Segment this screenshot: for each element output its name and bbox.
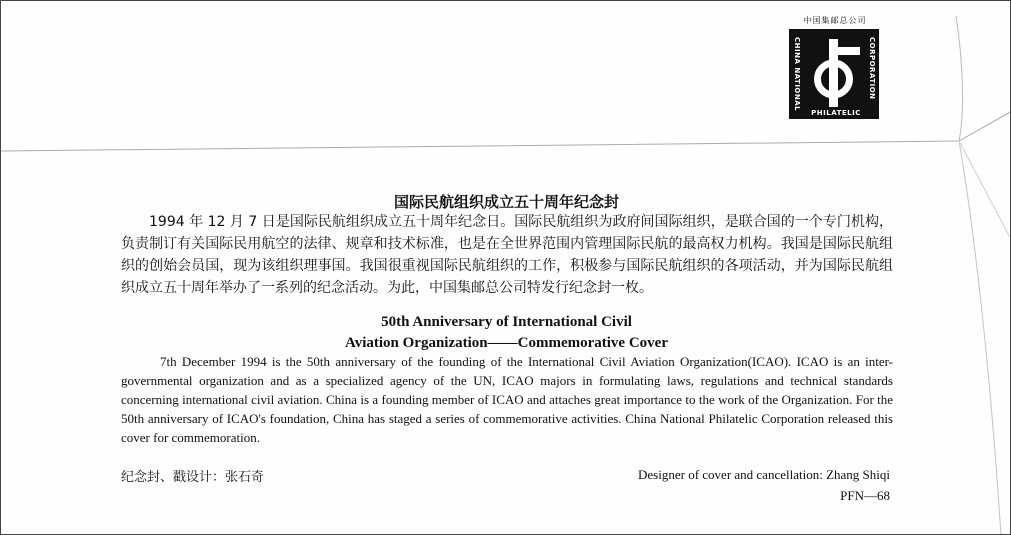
cover-code: PFN—68 bbox=[840, 488, 890, 503]
logo-left-text: CHINA NATIONAL bbox=[793, 37, 801, 112]
logo-right-text: CORPORATION bbox=[868, 37, 876, 100]
english-title-line1: 50th Anniversary of International Civil bbox=[381, 314, 632, 330]
phi-emblem-icon bbox=[789, 29, 879, 119]
publisher-logo bbox=[787, 15, 883, 121]
logo-name-cn: 中国集邮总公司 bbox=[803, 16, 867, 25]
english-body: 7th December 1994 is the 50th anniversary of the founding of the International Civil Aviation Organization(ICAO). ICAO is an inter-governmental organization and as a specialized agency of the UN, ICAO majors in formulating laws, regulations and technical standards concerning international civil aviation. China is a founding member of ICAO and attaches great importance to the work of the Organization. For the 50th anniversary of ICAO's foundation, China has staged a series of commemorative activities. China National Philatelic Corporation released this cover for commemoration. bbox=[121, 354, 893, 445]
chinese-title: 国际民航组织成立五十周年纪念封 bbox=[393, 193, 619, 211]
chinese-body: 1994 年 12 月 7 日是国际民航组织成立五十周年纪念日。国际民航组织为政府间国际组织，是联合国的一个专门机构，负责制订有关国际民用航空的法律、规章和技术标准，也是在全世界范围内管理国际民航的最高权力机构。我国是国际民航组织的创始会员国，现为该组织理事国。我国很重视国际民航组织的工作，积极参与国际民航组织的各项活动，并为国际民航组织成立五十周年举办了一系列的纪念活动。为此，中国集邮总公司特发行纪念封一枚。 bbox=[121, 214, 893, 296]
designer-credit-cn: 纪念封、戳设计：张石奇 bbox=[121, 470, 265, 485]
english-title-line2: Aviation Organization——Commemorative Cover bbox=[345, 335, 668, 351]
logo-emblem bbox=[789, 29, 879, 119]
logo-bottom-text: PHILATELIC bbox=[811, 109, 861, 117]
designer-credit-en: Designer of cover and cancellation: Zhang Shiqi bbox=[638, 467, 890, 482]
english-title bbox=[1, 312, 1011, 354]
